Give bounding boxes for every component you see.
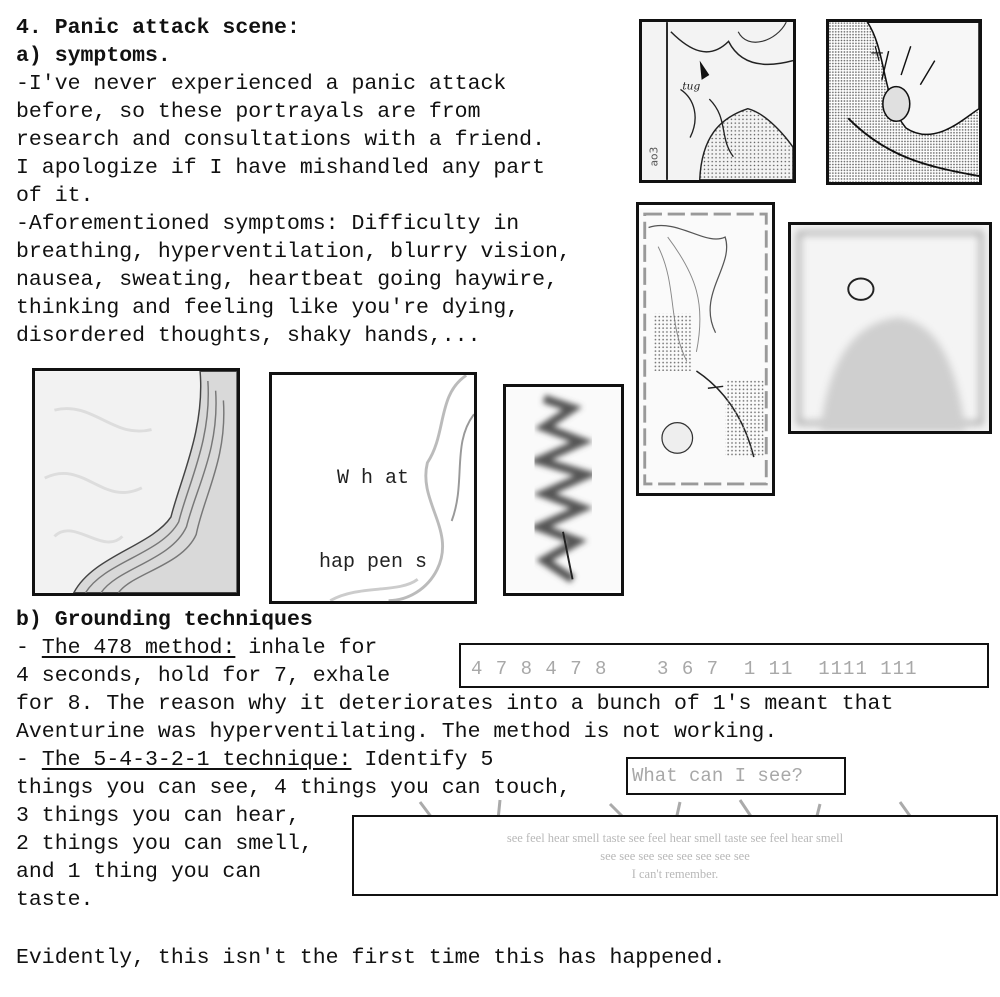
face-illustration bbox=[639, 205, 772, 493]
method-54321-line: - The 5-4-3-2-1 technique: Identify 5 bbox=[16, 748, 494, 772]
symptoms-line: research and consultations with a friend. bbox=[16, 128, 545, 152]
symptoms-line: -I've never experienced a panic attack bbox=[16, 72, 507, 96]
symptoms-line: I apologize if I have mishandled any part bbox=[16, 156, 545, 180]
symptoms-line: disordered thoughts, shaky hands,... bbox=[16, 324, 481, 348]
symptoms-line: nausea, sweating, heartbeat going haywire, bbox=[16, 268, 558, 292]
symptoms-line: thinking and feeling like you're dying, bbox=[16, 296, 520, 320]
method-478-line-2: 4 seconds, hold for 7, exhale bbox=[16, 664, 391, 688]
senses-line-1: see feel hear smell taste see feel hear smell taste see feel hear smell bbox=[506, 831, 844, 845]
method-54321-line-3: 3 things you can hear, bbox=[16, 804, 300, 828]
symptoms-line: breathing, hyperventilation, blurry vision, bbox=[16, 240, 571, 264]
method-478-line-3: for 8. The reason why it deteriorates into a bunch of 1's meant that bbox=[16, 692, 894, 716]
comic-panel-question bbox=[269, 372, 477, 604]
symptoms-line: before, so these portrayals are from bbox=[16, 100, 481, 124]
what-can-i-see-text: What can I see? bbox=[632, 765, 804, 787]
method-54321-line-5: and 1 thing you can bbox=[16, 860, 262, 884]
comic-panel-silhouette bbox=[788, 222, 992, 434]
what-can-i-see-box bbox=[626, 757, 846, 795]
senses-line-3: I can't remember. bbox=[631, 867, 719, 881]
method-54321-line-2: things you can see, 4 things you can touch, bbox=[16, 776, 571, 800]
symptoms-line: of it. bbox=[16, 184, 94, 208]
hand-illustration bbox=[829, 22, 979, 182]
symptoms-line: -Aforementioned symptoms: Difficulty in bbox=[16, 212, 520, 236]
silhouette-illustration bbox=[791, 225, 989, 431]
senses-box bbox=[352, 815, 998, 896]
method-54321-label: The 5-4-3-2-1 technique: bbox=[41, 748, 352, 772]
grab-illustration bbox=[642, 22, 793, 180]
cloth-illustration bbox=[35, 371, 237, 593]
closing-line: Evidently, this isn't the first time this has happened. bbox=[16, 946, 726, 970]
comic-panel-cloth bbox=[32, 368, 240, 596]
method-478-label: The 478 method: bbox=[41, 636, 236, 660]
comic-panel-hand bbox=[826, 19, 982, 185]
section-title: 4. Panic attack scene: bbox=[16, 16, 300, 40]
method-478-line-4: Aventurine was hyperventilating. The method is not working. bbox=[16, 720, 778, 744]
method-54321-line-6: taste. bbox=[16, 888, 94, 912]
sequence-478-text: 4 7 8 4 7 8 3 6 7 1 11 1111 111 bbox=[471, 658, 918, 680]
ao3-watermark: ao3 bbox=[648, 146, 661, 167]
blur-illustration bbox=[506, 387, 621, 593]
method-478-line: - The 478 method: inhale for bbox=[16, 636, 378, 660]
method-54321-line-4: 2 things you can smell, bbox=[16, 832, 313, 856]
sequence-478-box bbox=[459, 643, 989, 688]
tug-sfx: tug bbox=[682, 80, 701, 93]
question-text: W h at hap pen s bbox=[318, 467, 428, 574]
comic-panel-face bbox=[636, 202, 775, 496]
comic-panel-grab bbox=[639, 19, 796, 183]
senses-line-2: see see see see see see see see bbox=[600, 849, 750, 863]
subsection-grounding: b) Grounding techniques bbox=[16, 608, 313, 632]
comic-panel-blur bbox=[503, 384, 624, 596]
subsection-symptoms: a) symptoms. bbox=[16, 44, 171, 68]
